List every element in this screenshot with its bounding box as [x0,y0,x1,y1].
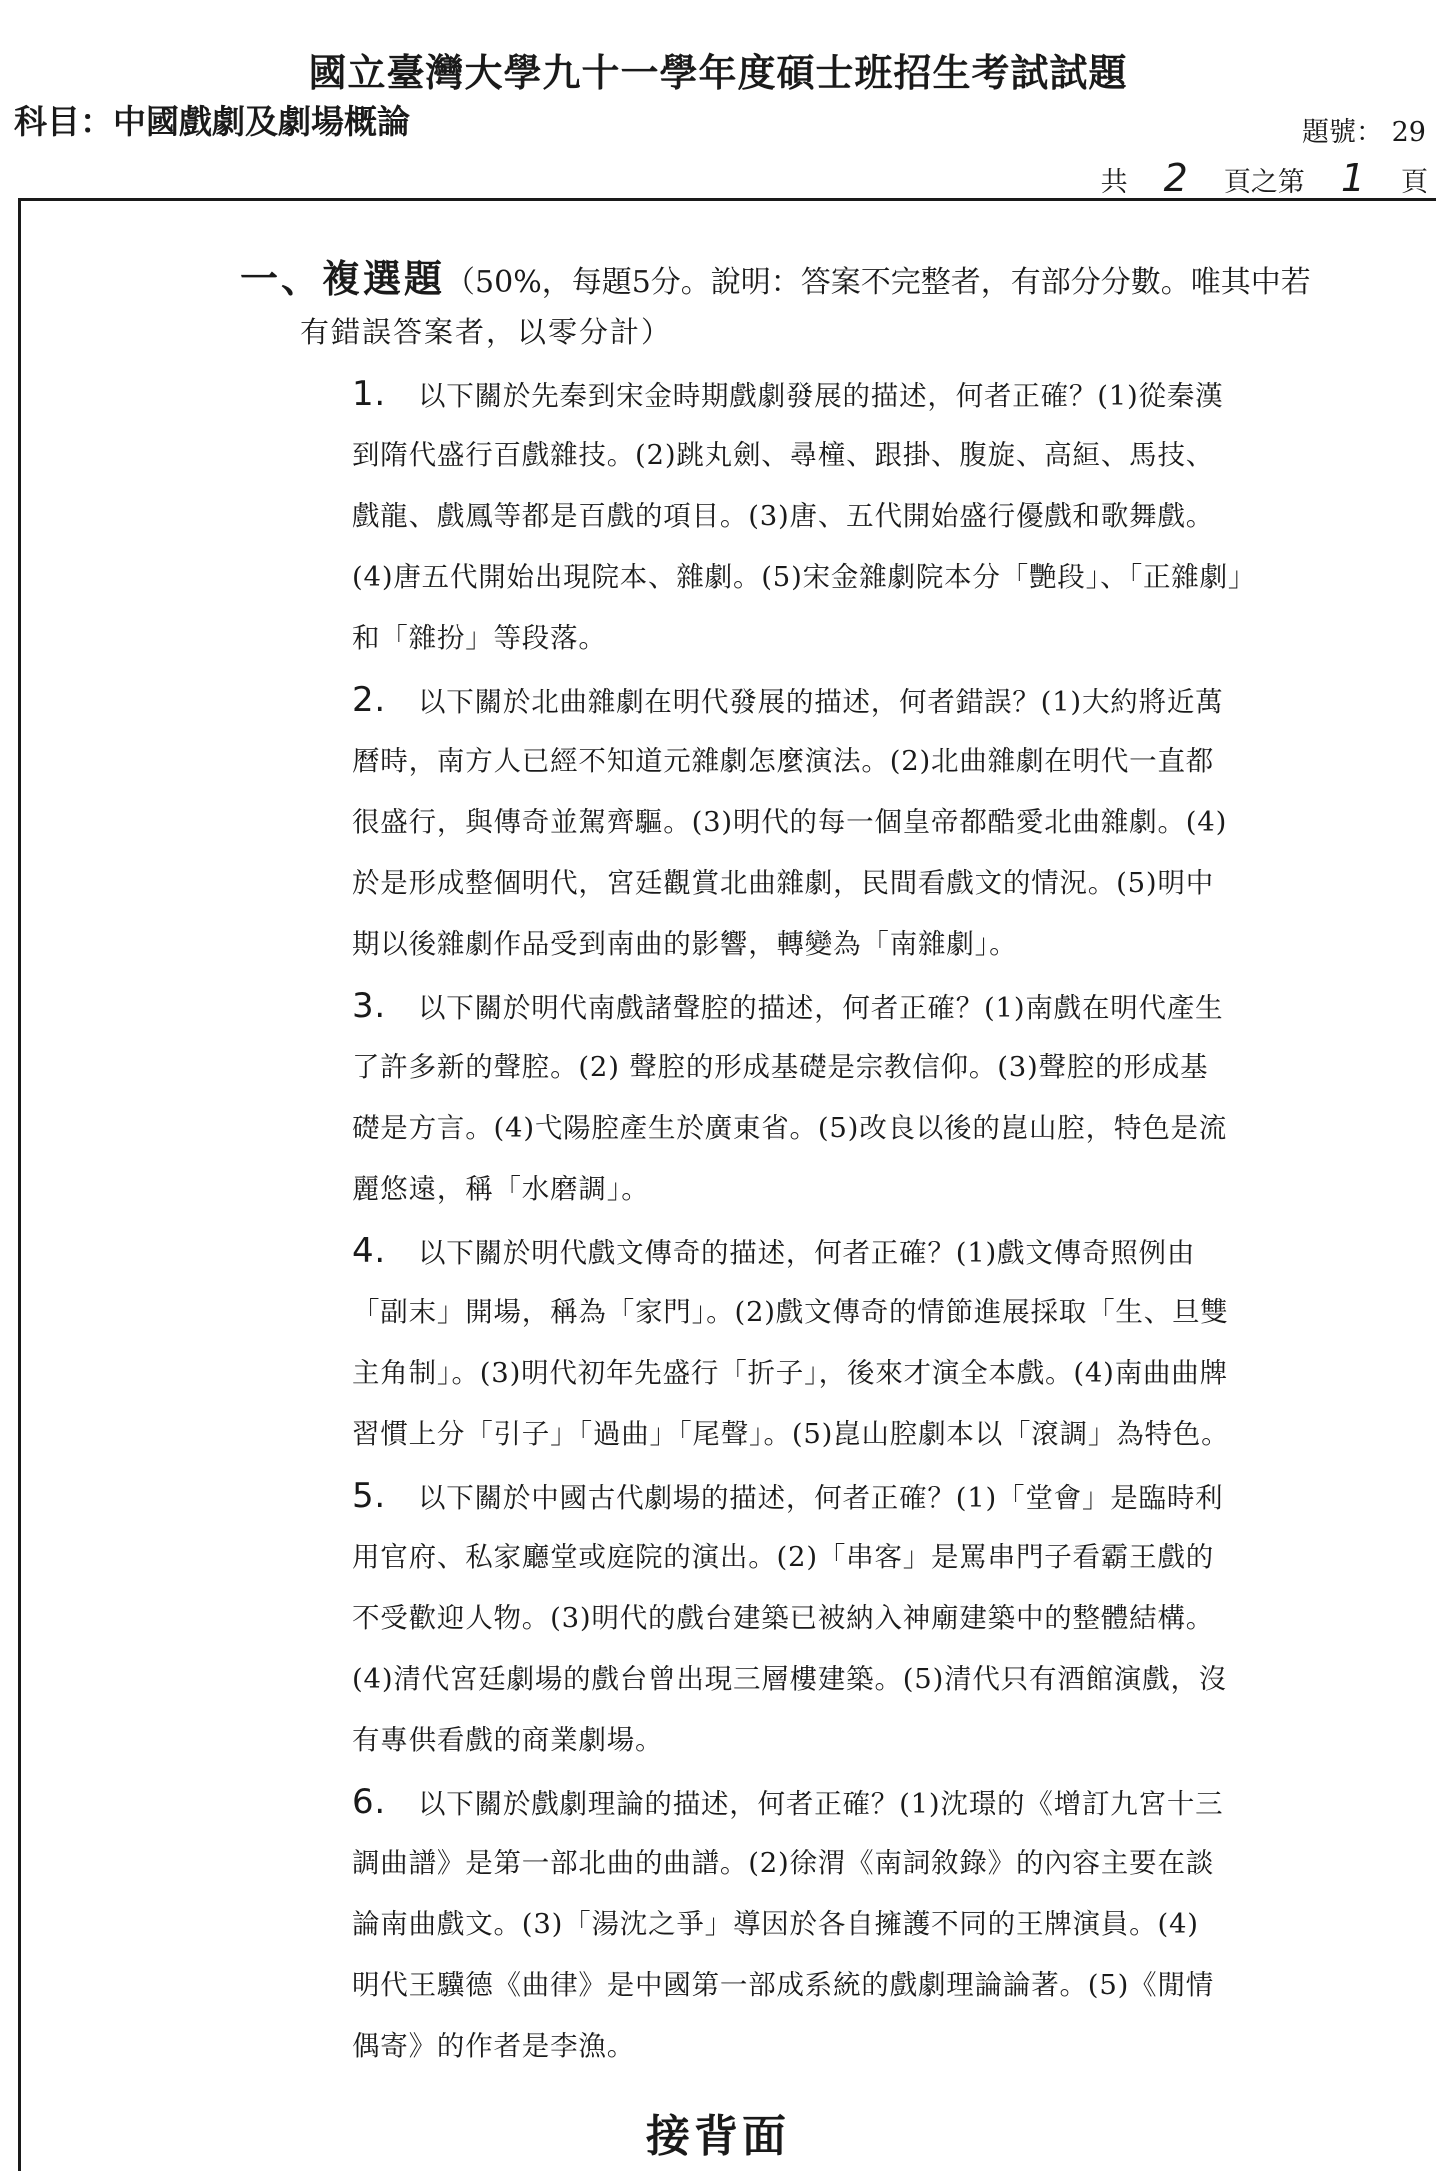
question-number-label: 1. [352,374,387,414]
question-first-line [352,1466,1224,1527]
pages-current: 1 [1340,156,1365,200]
question-number: 題號： 29 [1302,117,1426,148]
question-5 [352,1466,1228,1771]
question-text: 以下關於明代戲文傳奇的描述，何者正確？(1)戲文傳奇照例由 [418,1237,1196,1269]
question-first-line [352,1221,1196,1282]
section-heading [240,248,1311,303]
page-indicator [1101,156,1428,200]
question-text-line: (4)唐五代開始出現院本、雜劇。(5)宋金雜劇院本分「艷段」、「正雜劇」 [352,561,1257,593]
question-6 [352,1772,1224,2077]
pages-total: 2 [1163,156,1188,200]
question-first-line [352,976,1224,1037]
pages-suffix: 頁 [1401,167,1428,198]
question-2 [352,670,1228,975]
question-number-label: 2. [352,680,387,720]
question-text: 以下關於中國古代劇場的描述，何者正確？(1)「堂會」是臨時利 [418,1482,1224,1514]
question-text: 以下關於戲劇理論的描述，何者正確？(1)沈璟的《增訂九宮十三 [418,1788,1224,1820]
question-text-line: 習慣上分「引子」「過曲」「尾聲」。(5)崑山腔劇本以「滾調」為特色。 [352,1418,1230,1450]
continue-note: 接背面 [646,2111,790,2162]
question-text-line: 於是形成整個明代，宮廷觀賞北曲雜劇，民間看戲文的情況。(5)明中 [352,867,1215,899]
question-text-line: 曆時，南方人已經不知道元雜劇怎麼演法。(2)北曲雜劇在明代一直都 [352,745,1215,777]
question-text-line: 戲龍、戲鳳等都是百戲的項目。(3)唐、五代開始盛行優戲和歌舞戲。 [352,500,1215,532]
question-number-label: 6. [352,1782,387,1822]
question-text-line: 偶寄》的作者是李漁。 [352,2030,635,2062]
pages-middle: 頁之第 [1223,167,1305,198]
question-text: 以下關於明代南戲諸聲腔的描述，何者正確？(1)南戲在明代產生 [418,992,1224,1024]
question-text-line: 論南曲戲文。(3)「湯沈之爭」導因於各自擁護不同的王牌演員。(4) [352,1908,1199,1940]
question-text-line: 很盛行，與傳奇並駕齊驅。(3)明代的每一個皇帝都酷愛北曲雜劇。(4) [352,806,1228,838]
question-first-line [352,1772,1224,1833]
section-title: 一、複選題 [240,256,446,301]
pages-prefix: 共 [1100,167,1128,198]
question-text-line: 有專供看戲的商業劇場。 [352,1724,664,1756]
question-number-label: 5. [352,1476,387,1516]
section-note-line2: 有錯誤答案者，以零分計） [300,315,673,349]
question-1 [352,364,1257,669]
question-text-line: (4)清代宮廷劇場的戲台曾出現三層樓建築。(5)清代只有酒館演戲，沒 [352,1663,1228,1695]
subject-label: 科目：中國戲劇及劇場概論 [14,102,410,141]
question-text-line: 礎是方言。(4)弋陽腔產生於廣東省。(5)改良以後的崑山腔，特色是流 [352,1112,1228,1144]
question-text-line: 了許多新的聲腔。(2) 聲腔的形成基礎是宗教信仰。(3)聲腔的形成基 [352,1051,1209,1083]
question-4 [352,1221,1230,1465]
question-text-line: 調曲譜》是第一部北曲的曲譜。(2)徐渭《南詞敘錄》的內容主要在談 [352,1847,1215,1879]
question-text-line: 到隋代盛行百戲雜技。(2)跳丸劍、尋橦、跟掛、腹旋、高絙、馬技、 [352,439,1215,471]
question-first-line [352,670,1224,731]
question-text-line: 不受歡迎人物。(3)明代的戲台建築已被納入神廟建築中的整體結構。 [352,1602,1215,1634]
section-note-line1: （50%，每題5分。說明：答案不完整者，有部分分數。唯其中若 [445,265,1311,300]
question-text-line: 明代王驥德《曲律》是中國第一部成系統的戲劇理論論著。(5)《閒情 [352,1969,1215,2001]
question-3 [352,976,1228,1220]
question-number-label: 3. [352,986,387,1026]
question-text-line: 主角制」。(3)明代初年先盛行「折子」，後來才演全本戲。(4)南曲曲牌 [352,1357,1228,1389]
question-text-line: 麗悠遠，稱「水磨調」。 [352,1173,650,1205]
question-text-line: 「副末」開場，稱為「家門」。(2)戲文傳奇的情節進展採取「生、旦雙 [352,1296,1229,1328]
question-text-line: 和「雜扮」等段落。 [352,622,607,654]
question-text: 以下關於北曲雜劇在明代發展的描述，何者錯誤？(1)大約將近萬 [418,686,1224,718]
question-number-label: 4. [352,1231,387,1271]
exam-title: 國立臺灣大學九十一學年度碩士班招生考試試題 [308,50,1128,95]
question-text-line: 用官府、私家廳堂或庭院的演出。(2)「串客」是罵串門子看霸王戲的 [352,1541,1215,1573]
question-text: 以下關於先秦到宋金時期戲劇發展的描述，何者正確？(1)從秦漢 [418,380,1224,412]
question-first-line [352,364,1224,425]
question-text-line: 期以後雜劇作品受到南曲的影響，轉變為「南雜劇」。 [352,928,1018,960]
